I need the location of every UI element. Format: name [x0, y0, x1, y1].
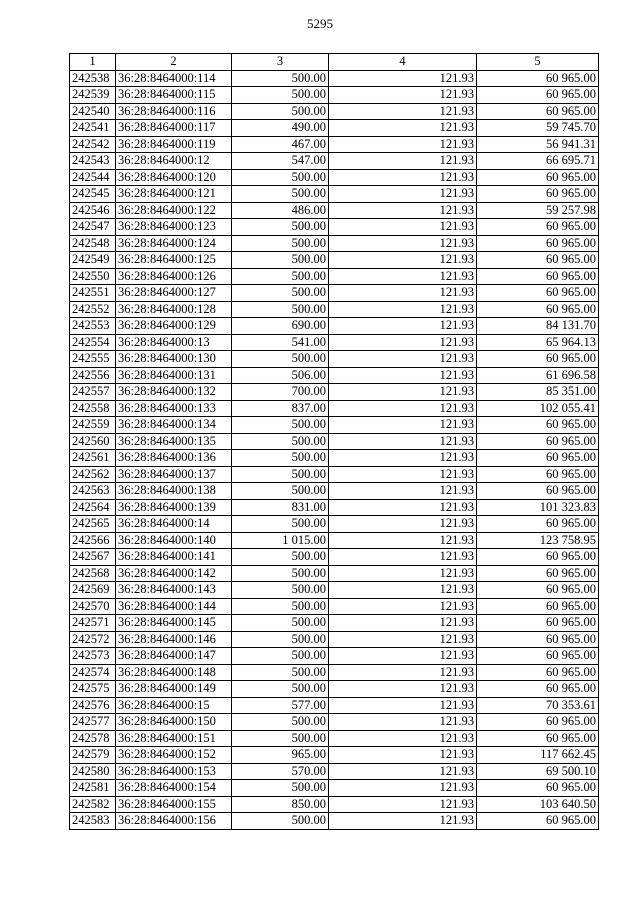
amount-cell: 60 965.00 [477, 285, 599, 302]
table-row [70, 648, 599, 665]
cadastral-number-cell: 36:28:8464000:156 [116, 813, 232, 830]
row-number-cell: 242557 [70, 384, 116, 401]
cadastral-number-cell: 36:28:8464000:140 [116, 532, 232, 549]
rate-cell: 121.93 [329, 235, 477, 252]
area-cell: 700.00 [232, 384, 329, 401]
row-number-cell: 242553 [70, 318, 116, 335]
row-number-cell: 242569 [70, 582, 116, 599]
amount-cell: 60 965.00 [477, 219, 599, 236]
row-number-cell: 242554 [70, 334, 116, 351]
table-row [70, 219, 599, 236]
area-cell: 500.00 [232, 664, 329, 681]
rate-cell: 121.93 [329, 417, 477, 434]
area-cell: 500.00 [232, 285, 329, 302]
rate-cell: 121.93 [329, 169, 477, 186]
area-cell: 500.00 [232, 219, 329, 236]
row-number-cell: 242567 [70, 549, 116, 566]
amount-cell: 84 131.70 [477, 318, 599, 335]
amount-cell: 60 965.00 [477, 631, 599, 648]
area-cell: 500.00 [232, 780, 329, 797]
cadastral-number-cell: 36:28:8464000:130 [116, 351, 232, 368]
area-cell: 500.00 [232, 631, 329, 648]
rate-cell: 121.93 [329, 87, 477, 104]
amount-cell: 60 965.00 [477, 549, 599, 566]
cadastral-number-cell: 36:28:8464000:131 [116, 367, 232, 384]
table-row [70, 796, 599, 813]
row-number-cell: 242565 [70, 516, 116, 533]
rate-cell: 121.93 [329, 219, 477, 236]
cadastral-number-cell: 36:28:8464000:135 [116, 433, 232, 450]
area-cell: 500.00 [232, 252, 329, 269]
row-number-cell: 242566 [70, 532, 116, 549]
amount-cell: 103 640.50 [477, 796, 599, 813]
row-number-cell: 242576 [70, 697, 116, 714]
amount-cell: 60 965.00 [477, 252, 599, 269]
table-row [70, 301, 599, 318]
amount-cell: 60 965.00 [477, 615, 599, 632]
amount-cell: 123 758.95 [477, 532, 599, 549]
table-row [70, 400, 599, 417]
area-cell: 500.00 [232, 714, 329, 731]
rate-cell: 121.93 [329, 631, 477, 648]
amount-cell: 85 351.00 [477, 384, 599, 401]
area-cell: 500.00 [232, 813, 329, 830]
table-row [70, 730, 599, 747]
amount-cell: 102 055.41 [477, 400, 599, 417]
rate-cell: 121.93 [329, 466, 477, 483]
amount-cell: 60 965.00 [477, 648, 599, 665]
row-number-cell: 242583 [70, 813, 116, 830]
rate-cell: 121.93 [329, 796, 477, 813]
column-header-1: 1 [70, 54, 116, 71]
row-number-cell: 242577 [70, 714, 116, 731]
cadastral-number-cell: 36:28:8464000:125 [116, 252, 232, 269]
cadastral-number-cell: 36:28:8464000:120 [116, 169, 232, 186]
cadastral-number-cell: 36:28:8464000:128 [116, 301, 232, 318]
cadastral-number-cell: 36:28:8464000:119 [116, 136, 232, 153]
table-row [70, 103, 599, 120]
amount-cell: 60 965.00 [477, 516, 599, 533]
row-number-cell: 242547 [70, 219, 116, 236]
amount-cell: 61 696.58 [477, 367, 599, 384]
cadastral-number-cell: 36:28:8464000:141 [116, 549, 232, 566]
table-row [70, 70, 599, 87]
table-row [70, 153, 599, 170]
cadastral-number-cell: 36:28:8464000:149 [116, 681, 232, 698]
row-number-cell: 242548 [70, 235, 116, 252]
row-number-cell: 242559 [70, 417, 116, 434]
table-row [70, 631, 599, 648]
column-header-4: 4 [329, 54, 477, 71]
table-row [70, 334, 599, 351]
cadastral-number-cell: 36:28:8464000:137 [116, 466, 232, 483]
amount-cell: 60 965.00 [477, 103, 599, 120]
rate-cell: 121.93 [329, 136, 477, 153]
rate-cell: 121.93 [329, 285, 477, 302]
rate-cell: 121.93 [329, 367, 477, 384]
area-cell: 570.00 [232, 763, 329, 780]
row-number-cell: 242564 [70, 499, 116, 516]
table-row [70, 714, 599, 731]
table-row [70, 285, 599, 302]
amount-cell: 60 965.00 [477, 565, 599, 582]
cadastral-number-cell: 36:28:8464000:150 [116, 714, 232, 731]
table-row [70, 598, 599, 615]
rate-cell: 121.93 [329, 301, 477, 318]
amount-cell: 56 941.31 [477, 136, 599, 153]
table-row [70, 549, 599, 566]
table-row [70, 417, 599, 434]
area-cell: 965.00 [232, 747, 329, 764]
amount-cell: 60 965.00 [477, 681, 599, 698]
amount-cell: 60 965.00 [477, 582, 599, 599]
table-row [70, 780, 599, 797]
cadastral-number-cell: 36:28:8464000:145 [116, 615, 232, 632]
table-row [70, 136, 599, 153]
rate-cell: 121.93 [329, 582, 477, 599]
cadastral-number-cell: 36:28:8464000:144 [116, 598, 232, 615]
cadastral-number-cell: 36:28:8464000:136 [116, 450, 232, 467]
area-cell: 500.00 [232, 483, 329, 500]
amount-cell: 60 965.00 [477, 664, 599, 681]
cadastral-number-cell: 36:28:8464000:147 [116, 648, 232, 665]
area-cell: 500.00 [232, 450, 329, 467]
area-cell: 500.00 [232, 565, 329, 582]
area-cell: 500.00 [232, 301, 329, 318]
row-number-cell: 242550 [70, 268, 116, 285]
amount-cell: 60 965.00 [477, 483, 599, 500]
row-number-cell: 242562 [70, 466, 116, 483]
area-cell: 500.00 [232, 169, 329, 186]
table-row [70, 318, 599, 335]
amount-cell: 60 965.00 [477, 70, 599, 87]
rate-cell: 121.93 [329, 780, 477, 797]
amount-cell: 60 965.00 [477, 268, 599, 285]
rate-cell: 121.93 [329, 252, 477, 269]
rate-cell: 121.93 [329, 70, 477, 87]
rate-cell: 121.93 [329, 400, 477, 417]
area-cell: 541.00 [232, 334, 329, 351]
area-cell: 500.00 [232, 466, 329, 483]
table-row [70, 697, 599, 714]
table-row [70, 252, 599, 269]
cadastral-number-cell: 36:28:8464000:151 [116, 730, 232, 747]
rate-cell: 121.93 [329, 499, 477, 516]
table-row [70, 186, 599, 203]
row-number-cell: 242545 [70, 186, 116, 203]
rate-cell: 121.93 [329, 615, 477, 632]
table-row [70, 615, 599, 632]
row-number-cell: 242572 [70, 631, 116, 648]
row-number-cell: 242543 [70, 153, 116, 170]
table-row [70, 120, 599, 137]
amount-cell: 60 965.00 [477, 417, 599, 434]
row-number-cell: 242573 [70, 648, 116, 665]
area-cell: 490.00 [232, 120, 329, 137]
rate-cell: 121.93 [329, 334, 477, 351]
table-row [70, 532, 599, 549]
area-cell: 500.00 [232, 615, 329, 632]
area-cell: 1 015.00 [232, 532, 329, 549]
cadastral-number-cell: 36:28:8464000:127 [116, 285, 232, 302]
rate-cell: 121.93 [329, 516, 477, 533]
cadastral-number-cell: 36:28:8464000:138 [116, 483, 232, 500]
amount-cell: 59 745.70 [477, 120, 599, 137]
area-cell: 500.00 [232, 648, 329, 665]
row-number-cell: 242560 [70, 433, 116, 450]
area-cell: 500.00 [232, 598, 329, 615]
amount-cell: 59 257.98 [477, 202, 599, 219]
area-cell: 500.00 [232, 582, 329, 599]
row-number-cell: 242570 [70, 598, 116, 615]
amount-cell: 60 965.00 [477, 186, 599, 203]
rate-cell: 121.93 [329, 598, 477, 615]
column-header-3: 3 [232, 54, 329, 71]
table-row [70, 763, 599, 780]
amount-cell: 60 965.00 [477, 301, 599, 318]
rate-cell: 121.93 [329, 450, 477, 467]
row-number-cell: 242558 [70, 400, 116, 417]
area-cell: 500.00 [232, 681, 329, 698]
rate-cell: 121.93 [329, 202, 477, 219]
table-row [70, 367, 599, 384]
area-cell: 500.00 [232, 417, 329, 434]
rate-cell: 121.93 [329, 730, 477, 747]
area-cell: 547.00 [232, 153, 329, 170]
row-number-cell: 242546 [70, 202, 116, 219]
area-cell: 500.00 [232, 186, 329, 203]
cadastral-number-cell: 36:28:8464000:129 [116, 318, 232, 335]
row-number-cell: 242568 [70, 565, 116, 582]
cadastral-number-cell: 36:28:8464000:143 [116, 582, 232, 599]
table-row [70, 450, 599, 467]
area-cell: 690.00 [232, 318, 329, 335]
table-row [70, 466, 599, 483]
table-row [70, 169, 599, 186]
row-number-cell: 242542 [70, 136, 116, 153]
table-row [70, 664, 599, 681]
rate-cell: 121.93 [329, 747, 477, 764]
column-header-5: 5 [477, 54, 599, 71]
rate-cell: 121.93 [329, 318, 477, 335]
table-row [70, 499, 599, 516]
table-row [70, 516, 599, 533]
amount-cell: 60 965.00 [477, 450, 599, 467]
cadastral-number-cell: 36:28:8464000:146 [116, 631, 232, 648]
amount-cell: 70 353.61 [477, 697, 599, 714]
rate-cell: 121.93 [329, 565, 477, 582]
area-cell: 500.00 [232, 268, 329, 285]
amount-cell: 60 965.00 [477, 598, 599, 615]
data-table [69, 53, 599, 830]
amount-cell: 60 965.00 [477, 780, 599, 797]
rate-cell: 121.93 [329, 681, 477, 698]
area-cell: 500.00 [232, 351, 329, 368]
amount-cell: 60 965.00 [477, 730, 599, 747]
amount-cell: 60 965.00 [477, 235, 599, 252]
row-number-cell: 242580 [70, 763, 116, 780]
rate-cell: 121.93 [329, 186, 477, 203]
area-cell: 486.00 [232, 202, 329, 219]
rate-cell: 121.93 [329, 813, 477, 830]
cadastral-number-cell: 36:28:8464000:121 [116, 186, 232, 203]
row-number-cell: 242574 [70, 664, 116, 681]
table-row [70, 87, 599, 104]
cadastral-number-cell: 36:28:8464000:154 [116, 780, 232, 797]
area-cell: 850.00 [232, 796, 329, 813]
amount-cell: 60 965.00 [477, 433, 599, 450]
rate-cell: 121.93 [329, 532, 477, 549]
row-number-cell: 242538 [70, 70, 116, 87]
table-row [70, 268, 599, 285]
amount-cell: 69 500.10 [477, 763, 599, 780]
row-number-cell: 242541 [70, 120, 116, 137]
cadastral-number-cell: 36:28:8464000:155 [116, 796, 232, 813]
area-cell: 577.00 [232, 697, 329, 714]
cadastral-number-cell: 36:28:8464000:153 [116, 763, 232, 780]
area-cell: 500.00 [232, 516, 329, 533]
amount-cell: 101 323.83 [477, 499, 599, 516]
row-number-cell: 242571 [70, 615, 116, 632]
row-number-cell: 242549 [70, 252, 116, 269]
rate-cell: 121.93 [329, 763, 477, 780]
rate-cell: 121.93 [329, 153, 477, 170]
table-row [70, 565, 599, 582]
cadastral-number-cell: 36:28:8464000:117 [116, 120, 232, 137]
area-cell: 500.00 [232, 730, 329, 747]
rate-cell: 121.93 [329, 714, 477, 731]
table-body [70, 70, 599, 829]
rate-cell: 121.93 [329, 103, 477, 120]
row-number-cell: 242540 [70, 103, 116, 120]
cadastral-number-cell: 36:28:8464000:152 [116, 747, 232, 764]
row-number-cell: 242561 [70, 450, 116, 467]
cadastral-number-cell: 36:28:8464000:14 [116, 516, 232, 533]
amount-cell: 117 662.45 [477, 747, 599, 764]
amount-cell: 60 965.00 [477, 351, 599, 368]
rate-cell: 121.93 [329, 433, 477, 450]
table-row [70, 681, 599, 698]
row-number-cell: 242579 [70, 747, 116, 764]
area-cell: 500.00 [232, 103, 329, 120]
area-cell: 500.00 [232, 70, 329, 87]
rate-cell: 121.93 [329, 483, 477, 500]
table-row [70, 235, 599, 252]
cadastral-number-cell: 36:28:8464000:142 [116, 565, 232, 582]
cadastral-number-cell: 36:28:8464000:122 [116, 202, 232, 219]
amount-cell: 60 965.00 [477, 466, 599, 483]
row-number-cell: 242544 [70, 169, 116, 186]
area-cell: 500.00 [232, 87, 329, 104]
cadastral-number-cell: 36:28:8464000:148 [116, 664, 232, 681]
cadastral-number-cell: 36:28:8464000:139 [116, 499, 232, 516]
table-row [70, 351, 599, 368]
rate-cell: 121.93 [329, 549, 477, 566]
table-row [70, 747, 599, 764]
cadastral-number-cell: 36:28:8464000:132 [116, 384, 232, 401]
amount-cell: 60 965.00 [477, 714, 599, 731]
area-cell: 500.00 [232, 549, 329, 566]
cadastral-number-cell: 36:28:8464000:123 [116, 219, 232, 236]
cadastral-number-cell: 36:28:8464000:115 [116, 87, 232, 104]
area-cell: 506.00 [232, 367, 329, 384]
cadastral-number-cell: 36:28:8464000:13 [116, 334, 232, 351]
rate-cell: 121.93 [329, 384, 477, 401]
cadastral-number-cell: 36:28:8464000:114 [116, 70, 232, 87]
rate-cell: 121.93 [329, 664, 477, 681]
cadastral-number-cell: 36:28:8464000:133 [116, 400, 232, 417]
row-number-cell: 242539 [70, 87, 116, 104]
rate-cell: 121.93 [329, 351, 477, 368]
table-row [70, 202, 599, 219]
area-cell: 837.00 [232, 400, 329, 417]
row-number-cell: 242581 [70, 780, 116, 797]
column-header-2: 2 [116, 54, 232, 71]
row-number-cell: 242582 [70, 796, 116, 813]
table-row [70, 813, 599, 830]
table-row [70, 433, 599, 450]
amount-cell: 60 965.00 [477, 813, 599, 830]
table-row [70, 582, 599, 599]
table-row [70, 483, 599, 500]
cadastral-number-cell: 36:28:8464000:116 [116, 103, 232, 120]
amount-cell: 60 965.00 [477, 87, 599, 104]
header-row [70, 54, 599, 71]
table-row [70, 384, 599, 401]
area-cell: 500.00 [232, 433, 329, 450]
row-number-cell: 242555 [70, 351, 116, 368]
rate-cell: 121.93 [329, 268, 477, 285]
cadastral-number-cell: 36:28:8464000:15 [116, 697, 232, 714]
cadastral-number-cell: 36:28:8464000:126 [116, 268, 232, 285]
row-number-cell: 242563 [70, 483, 116, 500]
rate-cell: 121.93 [329, 697, 477, 714]
rate-cell: 121.93 [329, 648, 477, 665]
row-number-cell: 242575 [70, 681, 116, 698]
cadastral-number-cell: 36:28:8464000:124 [116, 235, 232, 252]
cadastral-number-cell: 36:28:8464000:12 [116, 153, 232, 170]
row-number-cell: 242556 [70, 367, 116, 384]
area-cell: 467.00 [232, 136, 329, 153]
row-number-cell: 242551 [70, 285, 116, 302]
amount-cell: 66 695.71 [477, 153, 599, 170]
amount-cell: 60 965.00 [477, 169, 599, 186]
cadastral-number-cell: 36:28:8464000:134 [116, 417, 232, 434]
area-cell: 831.00 [232, 499, 329, 516]
page-number: 5295 [307, 16, 333, 31]
area-cell: 500.00 [232, 235, 329, 252]
row-number-cell: 242578 [70, 730, 116, 747]
row-number-cell: 242552 [70, 301, 116, 318]
amount-cell: 65 964.13 [477, 334, 599, 351]
rate-cell: 121.93 [329, 120, 477, 137]
